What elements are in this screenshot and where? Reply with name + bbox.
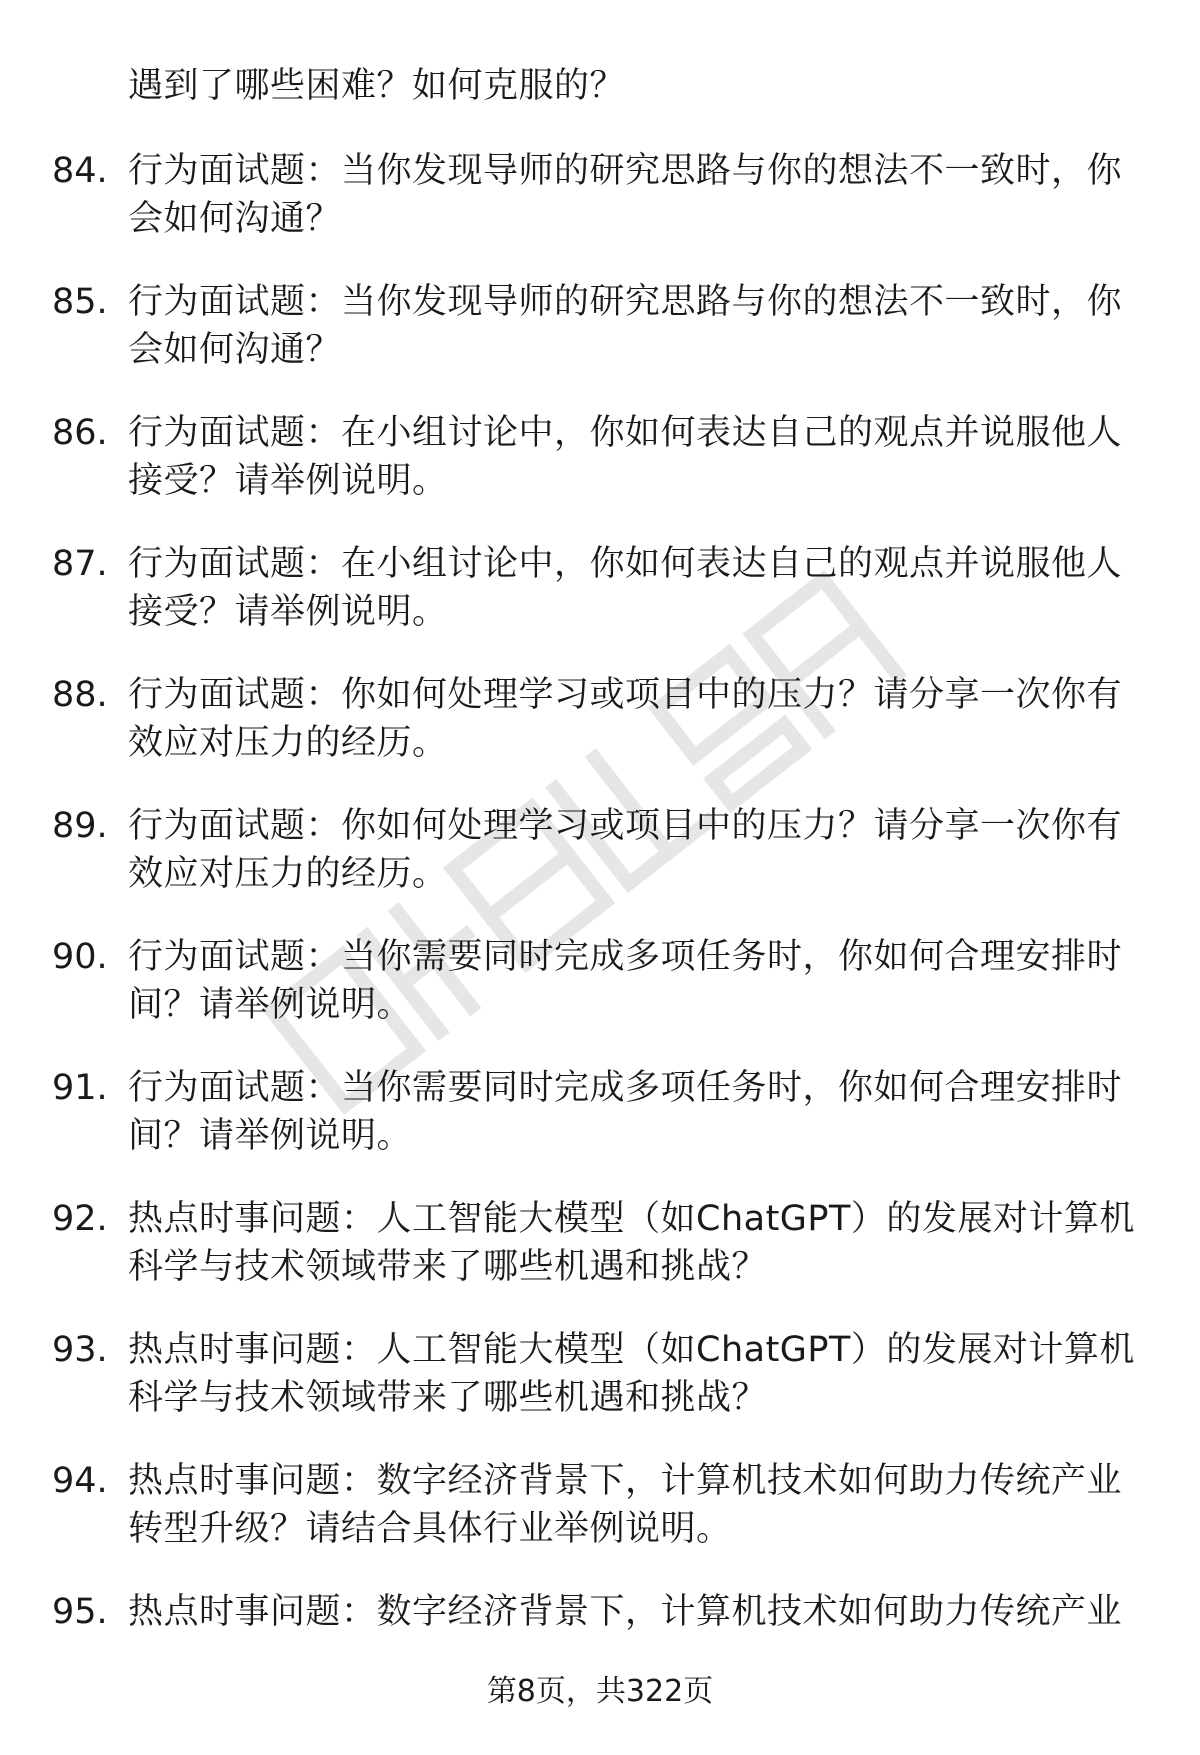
question-line: 行为面试题：当你需要同时完成多项任务时，你如何合理安排时 [128, 937, 1123, 977]
question-text [128, 147, 1148, 243]
question-text [128, 409, 1148, 505]
question-line: 科学与技术领域带来了哪些机遇和挑战？ [128, 1247, 768, 1287]
question-line: 接受？请举例说明。 [128, 592, 448, 632]
question-item [0, 933, 1200, 1029]
question-line: 行为面试题：你如何处理学习或项目中的压力？请分享一次你有 [128, 806, 1123, 846]
question-line: 科学与技术领域带来了哪些机遇和挑战？ [128, 1378, 768, 1418]
question-number: 92. [52, 1199, 108, 1239]
question-text [128, 540, 1148, 636]
question-line: 热点时事问题：数字经济背景下，计算机技术如何助力传统产业 [128, 1461, 1123, 1501]
question-text [128, 1457, 1148, 1553]
question-item [0, 1195, 1200, 1291]
question-number: 91. [52, 1068, 108, 1108]
question-list [0, 147, 1200, 1719]
question-line: 转型升级？请结合具体行业举例说明。 [128, 1509, 732, 1549]
question-item [0, 1588, 1200, 1684]
question-number: 94. [52, 1461, 108, 1501]
question-number: 86. [52, 413, 108, 453]
question-line: 行为面试题：当你发现导师的研究思路与你的想法不一致时，你 [128, 151, 1123, 191]
question-number: 90. [52, 937, 108, 977]
question-text [128, 1195, 1148, 1291]
question-text [128, 278, 1148, 374]
question-item [0, 1064, 1200, 1160]
question-item [0, 1326, 1200, 1422]
question-text [128, 1588, 1148, 1636]
question-text [128, 1326, 1148, 1422]
question-text [128, 933, 1148, 1029]
question-item [0, 147, 1200, 243]
question-item [0, 409, 1200, 505]
question-number: 88. [52, 675, 108, 715]
question-number: 95. [52, 1592, 108, 1632]
question-item [0, 802, 1200, 898]
question-number: 89. [52, 806, 108, 846]
question-line: 会如何沟通？ [128, 199, 342, 239]
continuation-text: 遇到了哪些困难？如何克服的？ [128, 66, 626, 106]
question-number: 84. [52, 151, 108, 191]
question-line: 热点时事问题：人工智能大模型（如ChatGPT）的发展对计算机 [128, 1199, 1135, 1239]
question-line: 行为面试题：当你需要同时完成多项任务时，你如何合理安排时 [128, 1068, 1123, 1108]
question-item [0, 671, 1200, 767]
question-text [128, 671, 1148, 767]
question-item [0, 1457, 1200, 1553]
question-number: 93. [52, 1330, 108, 1370]
question-number: 85. [52, 282, 108, 322]
question-item [0, 278, 1200, 374]
question-line: 热点时事问题：数字经济背景下，计算机技术如何助力传统产业 [128, 1592, 1123, 1632]
question-line: 间？请举例说明。 [128, 985, 413, 1025]
question-item [0, 540, 1200, 636]
question-line: 热点时事问题：人工智能大模型（如ChatGPT）的发展对计算机 [128, 1330, 1135, 1370]
question-text [128, 802, 1148, 898]
question-line: 行为面试题：在小组讨论中，你如何表达自己的观点并说服他人 [128, 544, 1123, 584]
question-line: 行为面试题：在小组讨论中，你如何表达自己的观点并说服他人 [128, 413, 1123, 453]
question-line: 效应对压力的经历。 [128, 723, 448, 763]
question-line: 会如何沟通？ [128, 330, 342, 370]
question-text [128, 1064, 1148, 1160]
page-footer: 第8页，共322页 [486, 1674, 714, 1709]
question-line: 行为面试题：当你发现导师的研究思路与你的想法不一致时，你 [128, 282, 1123, 322]
question-line: 效应对压力的经历。 [128, 854, 448, 894]
question-number: 87. [52, 544, 108, 584]
question-line: 行为面试题：你如何处理学习或项目中的压力？请分享一次你有 [128, 675, 1123, 715]
question-line: 间？请举例说明。 [128, 1116, 413, 1156]
question-line: 接受？请举例说明。 [128, 461, 448, 501]
